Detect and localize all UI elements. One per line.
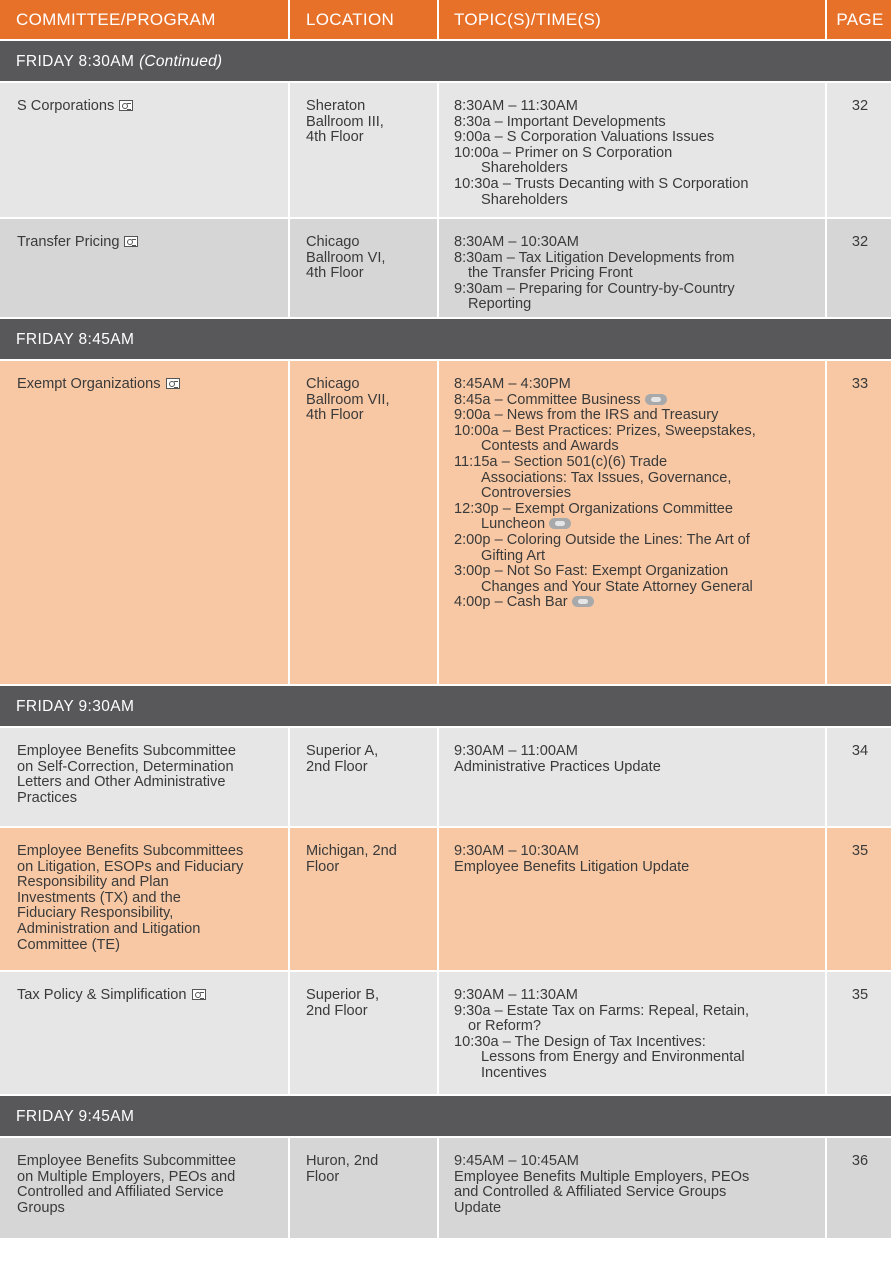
table-row	[0, 219, 891, 319]
topic-text: 8:45a – Committee Business	[454, 391, 641, 408]
program-cell	[0, 972, 290, 1094]
video-icon	[166, 378, 180, 389]
table-row	[0, 1138, 891, 1238]
topics-cell	[439, 972, 827, 1094]
session-time: 8:30AM – 11:30AM	[454, 98, 578, 114]
table-row	[0, 83, 891, 219]
location-cell	[290, 219, 439, 317]
topic-line: Shareholders	[481, 191, 568, 208]
topic-line: Shareholders	[481, 160, 568, 177]
section-title: FRIDAY 9:45AM	[16, 1108, 135, 1125]
program-line: Responsibility and Plan	[17, 874, 169, 891]
topic-line: Administrative Practices Update	[454, 758, 661, 775]
topics-cell	[439, 83, 827, 217]
section-title: FRIDAY 8:45AM	[16, 331, 135, 348]
section-friday-830	[0, 41, 891, 83]
location-line: Superior B,	[306, 987, 380, 1003]
topic-line: 2:00p – Coloring Outside the Lines: The Art of	[454, 531, 750, 548]
topic-line: Incentives	[481, 1064, 547, 1081]
video-icon	[124, 236, 138, 247]
cle-icon	[645, 394, 667, 405]
location-line: Ballroom VII,	[306, 391, 390, 408]
page-number: 34	[827, 728, 891, 826]
program-line: Groups	[17, 1199, 65, 1216]
program-line: Employee Benefits Subcommittees	[17, 843, 244, 859]
topic-line: 10:00a – Primer on S Corporation	[454, 144, 673, 161]
location-cell	[290, 83, 439, 217]
session-time: 9:30AM – 11:30AM	[454, 987, 578, 1003]
topic-line: 12:30p – Exempt Organizations Committee	[454, 500, 734, 517]
header-topics: TOPIC(S)/TIME(S)	[439, 0, 827, 39]
program-name: S Corporations	[17, 98, 115, 114]
program-name: Tax Policy & Simplification	[17, 987, 187, 1003]
location-line: Huron, 2nd	[306, 1153, 379, 1169]
location-cell	[290, 972, 439, 1094]
topic-line: or Reform?	[468, 1018, 541, 1035]
topic-text: Luncheon	[481, 516, 546, 533]
topic-line: 9:00a – S Corporation Valuations Issues	[454, 129, 715, 146]
section-friday-930	[0, 686, 891, 728]
session-time: 8:45AM – 4:30PM	[454, 376, 571, 392]
program-line: on Multiple Employers, PEOs and	[17, 1168, 236, 1185]
program-line: Practices	[17, 789, 78, 806]
section-friday-945	[0, 1096, 891, 1138]
cle-icon	[549, 518, 571, 529]
program-line: on Litigation, ESOPs and Fiduciary	[17, 858, 244, 875]
table-row	[0, 361, 891, 686]
location-line: 2nd Floor	[306, 758, 368, 775]
location-cell	[290, 1138, 439, 1238]
topic-text: 4:00p – Cash Bar	[454, 594, 568, 611]
topics-cell	[439, 1138, 827, 1238]
program-line: Committee (TE)	[17, 936, 120, 953]
location-line: 4th Floor	[306, 129, 364, 146]
section-title: FRIDAY 8:30AM	[16, 53, 135, 70]
location-line: 4th Floor	[306, 407, 364, 424]
location-line: 4th Floor	[306, 265, 364, 282]
topic-line: Employee Benefits Multiple Employers, PEOs	[454, 1168, 750, 1185]
table-row	[0, 828, 891, 972]
location-line: Sheraton	[306, 98, 366, 114]
topic-line	[454, 393, 817, 409]
location-line: Floor	[306, 858, 340, 875]
topic-line: 8:30am – Tax Litigation Developments from	[454, 249, 735, 266]
program-line: on Self-Correction, Determination	[17, 758, 234, 775]
location-line: Chicago	[306, 376, 360, 392]
program-cell	[0, 219, 290, 317]
program-line: Employee Benefits Subcommittee	[17, 743, 237, 759]
program-name: Transfer Pricing	[17, 234, 120, 250]
topic-line: 11:15a – Section 501(c)(6) Trade	[454, 453, 668, 470]
location-line: Superior A,	[306, 743, 379, 759]
page-number: 36	[827, 1138, 891, 1238]
topic-line: 10:30a – Trusts Decanting with S Corporation	[454, 175, 749, 192]
program-line: Letters and Other Administrative	[17, 774, 226, 791]
session-time: 8:30AM – 10:30AM	[454, 234, 579, 250]
topic-line: Contests and Awards	[481, 438, 619, 455]
location-cell	[290, 361, 439, 684]
session-time: 9:30AM – 11:00AM	[454, 743, 578, 759]
program-cell	[0, 1138, 290, 1238]
program-line: Administration and Litigation	[17, 920, 201, 937]
topic-line	[454, 517, 817, 533]
topic-line: Controversies	[481, 485, 572, 502]
location-cell	[290, 828, 439, 970]
page-number: 35	[827, 972, 891, 1094]
topic-line: Reporting	[468, 296, 532, 313]
video-icon	[192, 989, 206, 1000]
topic-line: 3:00p – Not So Fast: Exempt Organization	[454, 563, 729, 580]
topics-cell	[439, 828, 827, 970]
topic-line: Associations: Tax Issues, Governance,	[481, 469, 732, 486]
section-note: (Continued)	[139, 53, 223, 70]
location-line: 2nd Floor	[306, 1002, 368, 1019]
topic-line: Gifting Art	[481, 547, 546, 564]
table-row	[0, 728, 891, 828]
program-line: Fiduciary Responsibility,	[17, 905, 174, 922]
page-number: 33	[827, 361, 891, 684]
topic-line: 10:30a – The Design of Tax Incentives:	[454, 1033, 706, 1050]
session-time: 9:45AM – 10:45AM	[454, 1153, 579, 1169]
page-number: 32	[827, 83, 891, 217]
program-cell	[0, 361, 290, 684]
header-page: PAGE	[836, 10, 884, 29]
topic-line: and Controlled & Affiliated Service Groups	[454, 1184, 727, 1201]
program-line: Controlled and Affiliated Service	[17, 1184, 224, 1201]
topic-line: 9:30am – Preparing for Country-by-Country	[454, 280, 735, 297]
location-cell	[290, 728, 439, 826]
header-location: LOCATION	[290, 0, 439, 39]
topic-line	[454, 595, 817, 611]
topics-cell	[439, 361, 827, 684]
topics-cell	[439, 219, 827, 317]
program-line: Investments (TX) and the	[17, 889, 181, 906]
table-header	[0, 0, 891, 41]
topic-line: 9:30a – Estate Tax on Farms: Repeal, Retain,	[454, 1002, 750, 1019]
topics-cell	[439, 728, 827, 826]
topic-line: 10:00a – Best Practices: Prizes, Sweepstakes,	[454, 422, 756, 439]
topic-line: the Transfer Pricing Front	[468, 265, 633, 282]
topic-line: Lessons from Energy and Environmental	[481, 1049, 745, 1066]
table-row	[0, 972, 891, 1096]
topic-line: 8:30a – Important Developments	[454, 113, 666, 130]
program-line: Employee Benefits Subcommittee	[17, 1153, 237, 1169]
location-line: Ballroom VI,	[306, 249, 386, 266]
page-number: 35	[827, 828, 891, 970]
location-line: Chicago	[306, 234, 360, 250]
program-cell	[0, 83, 290, 217]
video-icon	[119, 100, 133, 111]
page-number: 32	[827, 219, 891, 317]
cle-icon	[572, 596, 594, 607]
location-line: Michigan, 2nd	[306, 843, 397, 859]
program-cell	[0, 728, 290, 826]
program-cell	[0, 828, 290, 970]
session-time: 9:30AM – 10:30AM	[454, 843, 579, 859]
section-title: FRIDAY 9:30AM	[16, 698, 135, 715]
location-line: Ballroom III,	[306, 113, 384, 130]
topic-line: Update	[454, 1199, 502, 1216]
location-line: Floor	[306, 1168, 340, 1185]
topic-line: Employee Benefits Litigation Update	[454, 858, 690, 875]
topic-line: Changes and Your State Attorney General	[481, 578, 753, 595]
program-name: Exempt Organizations	[17, 376, 161, 392]
topic-line: 9:00a – News from the IRS and Treasury	[454, 407, 719, 424]
section-friday-845	[0, 319, 891, 361]
header-committee: COMMITTEE/PROGRAM	[0, 0, 290, 39]
